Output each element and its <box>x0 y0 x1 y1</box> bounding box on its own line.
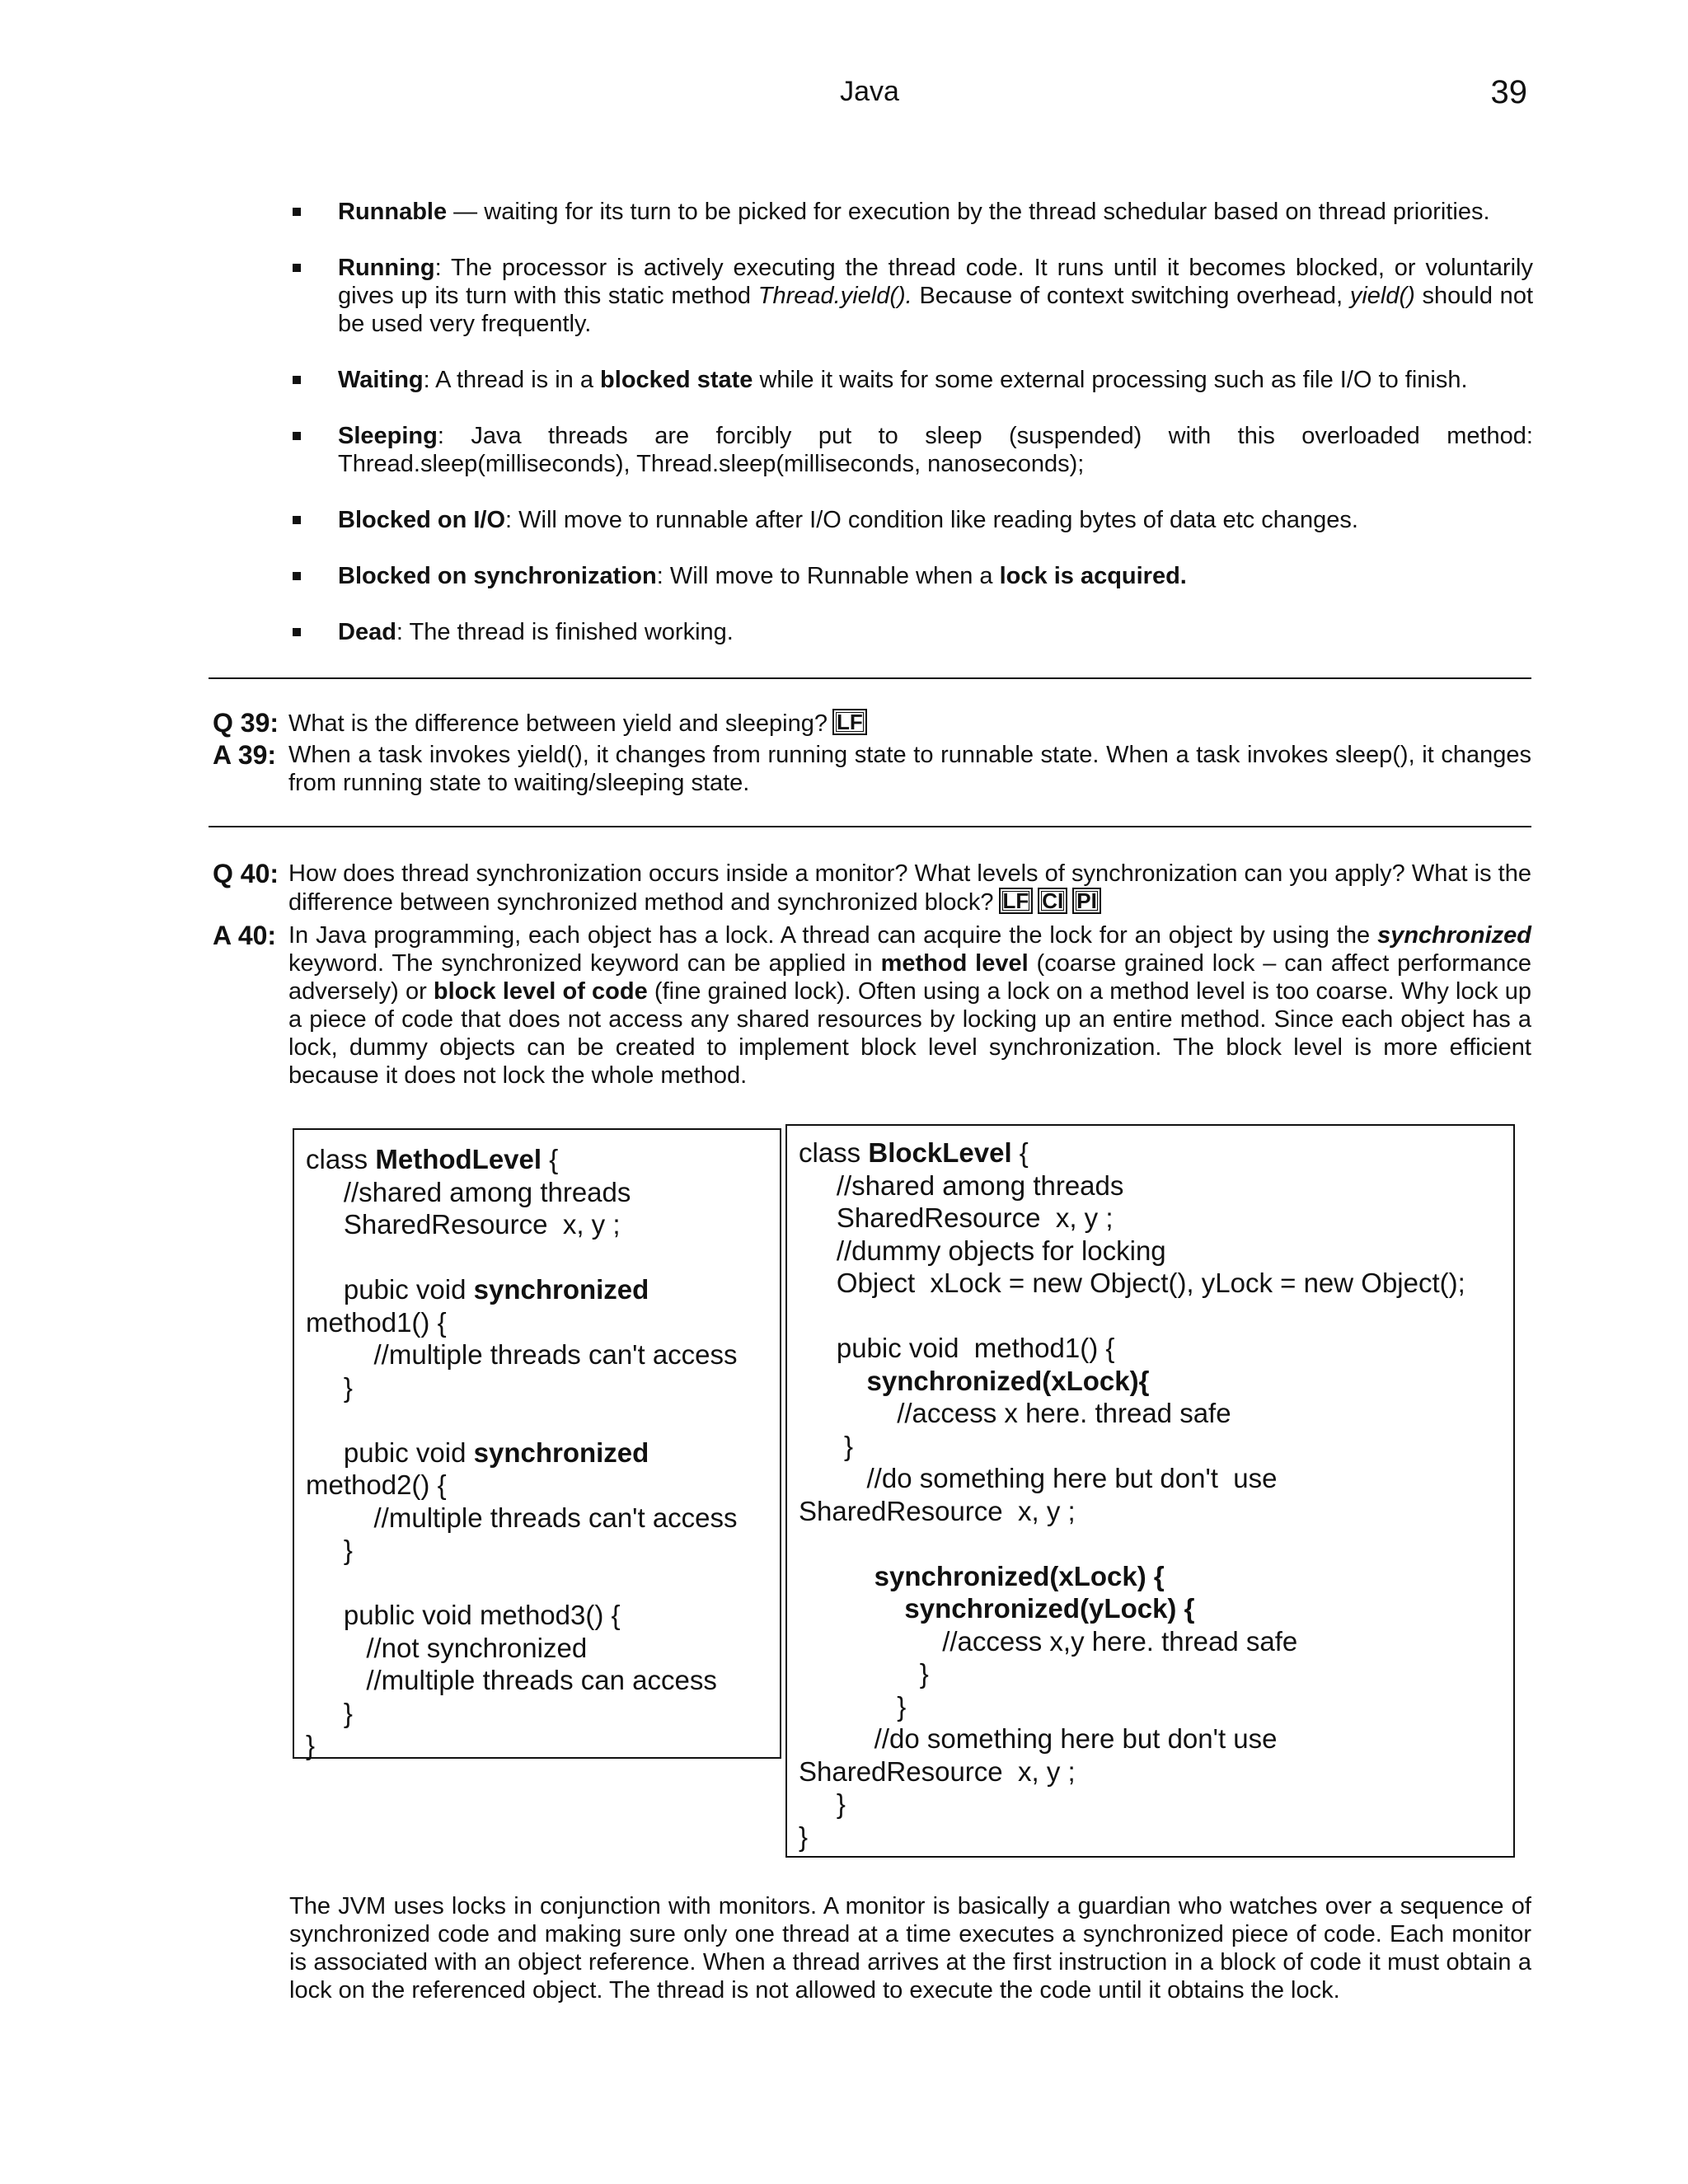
list-item: Sleeping: Java threads are forcibly put to sleep (suspended) with this overloaded method: Thread.sleep(milliseconds), Thread.sleep(milliseconds, nanoseconds); <box>288 422 1533 478</box>
list-item: Dead: The thread is finished working. <box>288 618 1533 646</box>
code-line <box>799 1300 1513 1333</box>
code-line: //not synchronized <box>306 1632 588 1663</box>
code-line <box>306 1404 780 1436</box>
q39-question: Q 39: What is the difference between yield and sleeping? LF <box>213 709 1531 738</box>
code-line: } <box>799 1430 854 1461</box>
code-line: //shared among threads <box>306 1176 631 1207</box>
code-line: //do something here but don't use <box>799 1723 1278 1754</box>
bullet-square-icon <box>293 572 301 580</box>
list-item: Running: The processor is actively executing the thread code. It runs until it becomes blocked, or voluntarily gives up its turn with this static method Thread.yield(). Because of context switching overhead, yield() should not be used very frequently. <box>288 254 1533 338</box>
bullet-square-icon <box>293 432 301 440</box>
list-item: Blocked on synchronization: Will move to Runnable when a lock is acquired. <box>288 562 1533 590</box>
thread-states-list <box>288 198 1533 674</box>
code-line <box>306 1567 780 1600</box>
code-line: } <box>306 1697 353 1728</box>
monitor-paragraph: The JVM uses locks in conjunction with monitors. A monitor is basically a guardian who watches over a sequence of synchronized code and making sure only one thread at a time executes a synchronized piece of code. Each monitor is associated with an object reference. When a thread arrives at the first instruction in a block of code it must obtain a lock on the referenced object. The thread is not allowed to execute the code until it obtains the lock. <box>289 1893 1531 2004</box>
section-divider <box>209 677 1531 679</box>
q39-block <box>213 709 1531 797</box>
bullet-square-icon <box>293 264 301 272</box>
code-line: SharedResource x, y ; <box>799 1495 1076 1526</box>
code-line: public void method3() { <box>306 1600 621 1630</box>
badge-ci: CI <box>1038 888 1067 914</box>
code-line: class MethodLevel { <box>306 1144 559 1174</box>
code-line: //dummy objects for locking <box>799 1235 1166 1266</box>
code-line: synchronized(yLock) { <box>799 1593 1195 1624</box>
code-line: } <box>306 1535 353 1565</box>
section-divider <box>209 826 1531 827</box>
code-line: synchronized(xLock){ <box>799 1365 1150 1396</box>
q40-answer: A 40: In Java programming, each object has a lock. A thread can acquire the lock for an object by using the synchronized keyword. The synchronized keyword can be applied in method level (coarse grained lock – can affect performance adversely) or block level of code (fine grained lock). Often using a lock on a method level is too coarse. Why lock up a piece of code that does not access any shared resources by locking up an entire method. Since each object has a lock, dummy objects can be created to implement block level synchronization. The block level is more efficient because it does not lock the whole method. <box>213 921 1531 1089</box>
code-line: pubic void synchronized <box>306 1274 649 1305</box>
code-line: //shared among threads <box>799 1169 1124 1201</box>
code-line: SharedResource x, y ; <box>306 1209 621 1240</box>
code-line: //access x,y here. thread safe <box>799 1625 1298 1657</box>
code-line: class BlockLevel { <box>799 1137 1029 1168</box>
code-line: } <box>306 1371 353 1403</box>
running-header: Java <box>840 76 899 107</box>
bullet-square-icon <box>293 208 301 216</box>
code-line <box>799 1527 1513 1560</box>
list-item: Waiting: A thread is in a blocked state while it waits for some external processing such as file I/O to finish. <box>288 366 1533 394</box>
code-line: //access x here. thread safe <box>799 1398 1231 1428</box>
code-line: //do something here but don't use <box>799 1463 1278 1493</box>
method-level-code-box <box>293 1128 781 1759</box>
badge-lf: LF <box>832 709 867 735</box>
code-line: } <box>799 1690 907 1722</box>
badge-pi: PI <box>1072 888 1101 914</box>
code-line: pubic void method1() { <box>799 1333 1115 1363</box>
code-line: //multiple threads can access <box>306 1665 717 1695</box>
block-level-code-box <box>785 1124 1515 1858</box>
code-line: //multiple threads can't access <box>306 1502 738 1533</box>
code-line: } <box>306 1730 316 1760</box>
code-line <box>306 1241 780 1274</box>
code-line: } <box>799 1788 846 1819</box>
code-line: pubic void synchronized <box>306 1436 649 1468</box>
code-line: method1() { <box>306 1306 447 1338</box>
code-line: SharedResource x, y ; <box>799 1202 1114 1233</box>
code-line: } <box>799 1821 809 1852</box>
bullet-square-icon <box>293 376 301 384</box>
list-item: Blocked on I/O: Will move to runnable after I/O condition like reading bytes of data etc changes. <box>288 506 1533 534</box>
list-item: Runnable — waiting for its turn to be picked for execution by the thread schedular based on thread priorities. <box>288 198 1533 226</box>
code-line: Object xLock = new Object(), yLock = new Object(); <box>799 1268 1465 1298</box>
q40-question: Q 40: How does thread synchronization occurs inside a monitor? What levels of synchronization can you apply? What is the difference between synchronized method and synchronized block? LF CI PI <box>213 859 1531 916</box>
code-line: SharedResource x, y ; <box>799 1755 1076 1787</box>
code-line: //multiple threads can't access <box>306 1339 738 1370</box>
code-line: synchronized(xLock) { <box>799 1560 1165 1591</box>
page-number: 39 <box>1490 74 1527 110</box>
code-line: method2() { <box>306 1469 447 1500</box>
bullet-square-icon <box>293 516 301 524</box>
code-line: } <box>799 1658 929 1689</box>
bullet-square-icon <box>293 628 301 636</box>
badge-lf: LF <box>999 888 1034 914</box>
q39-answer: A 39: When a task invokes yield(), it changes from running state to runnable state. When a task invokes sleep(), it changes from running state to waiting/sleeping state. <box>213 740 1531 796</box>
q40-block <box>213 860 1531 1090</box>
